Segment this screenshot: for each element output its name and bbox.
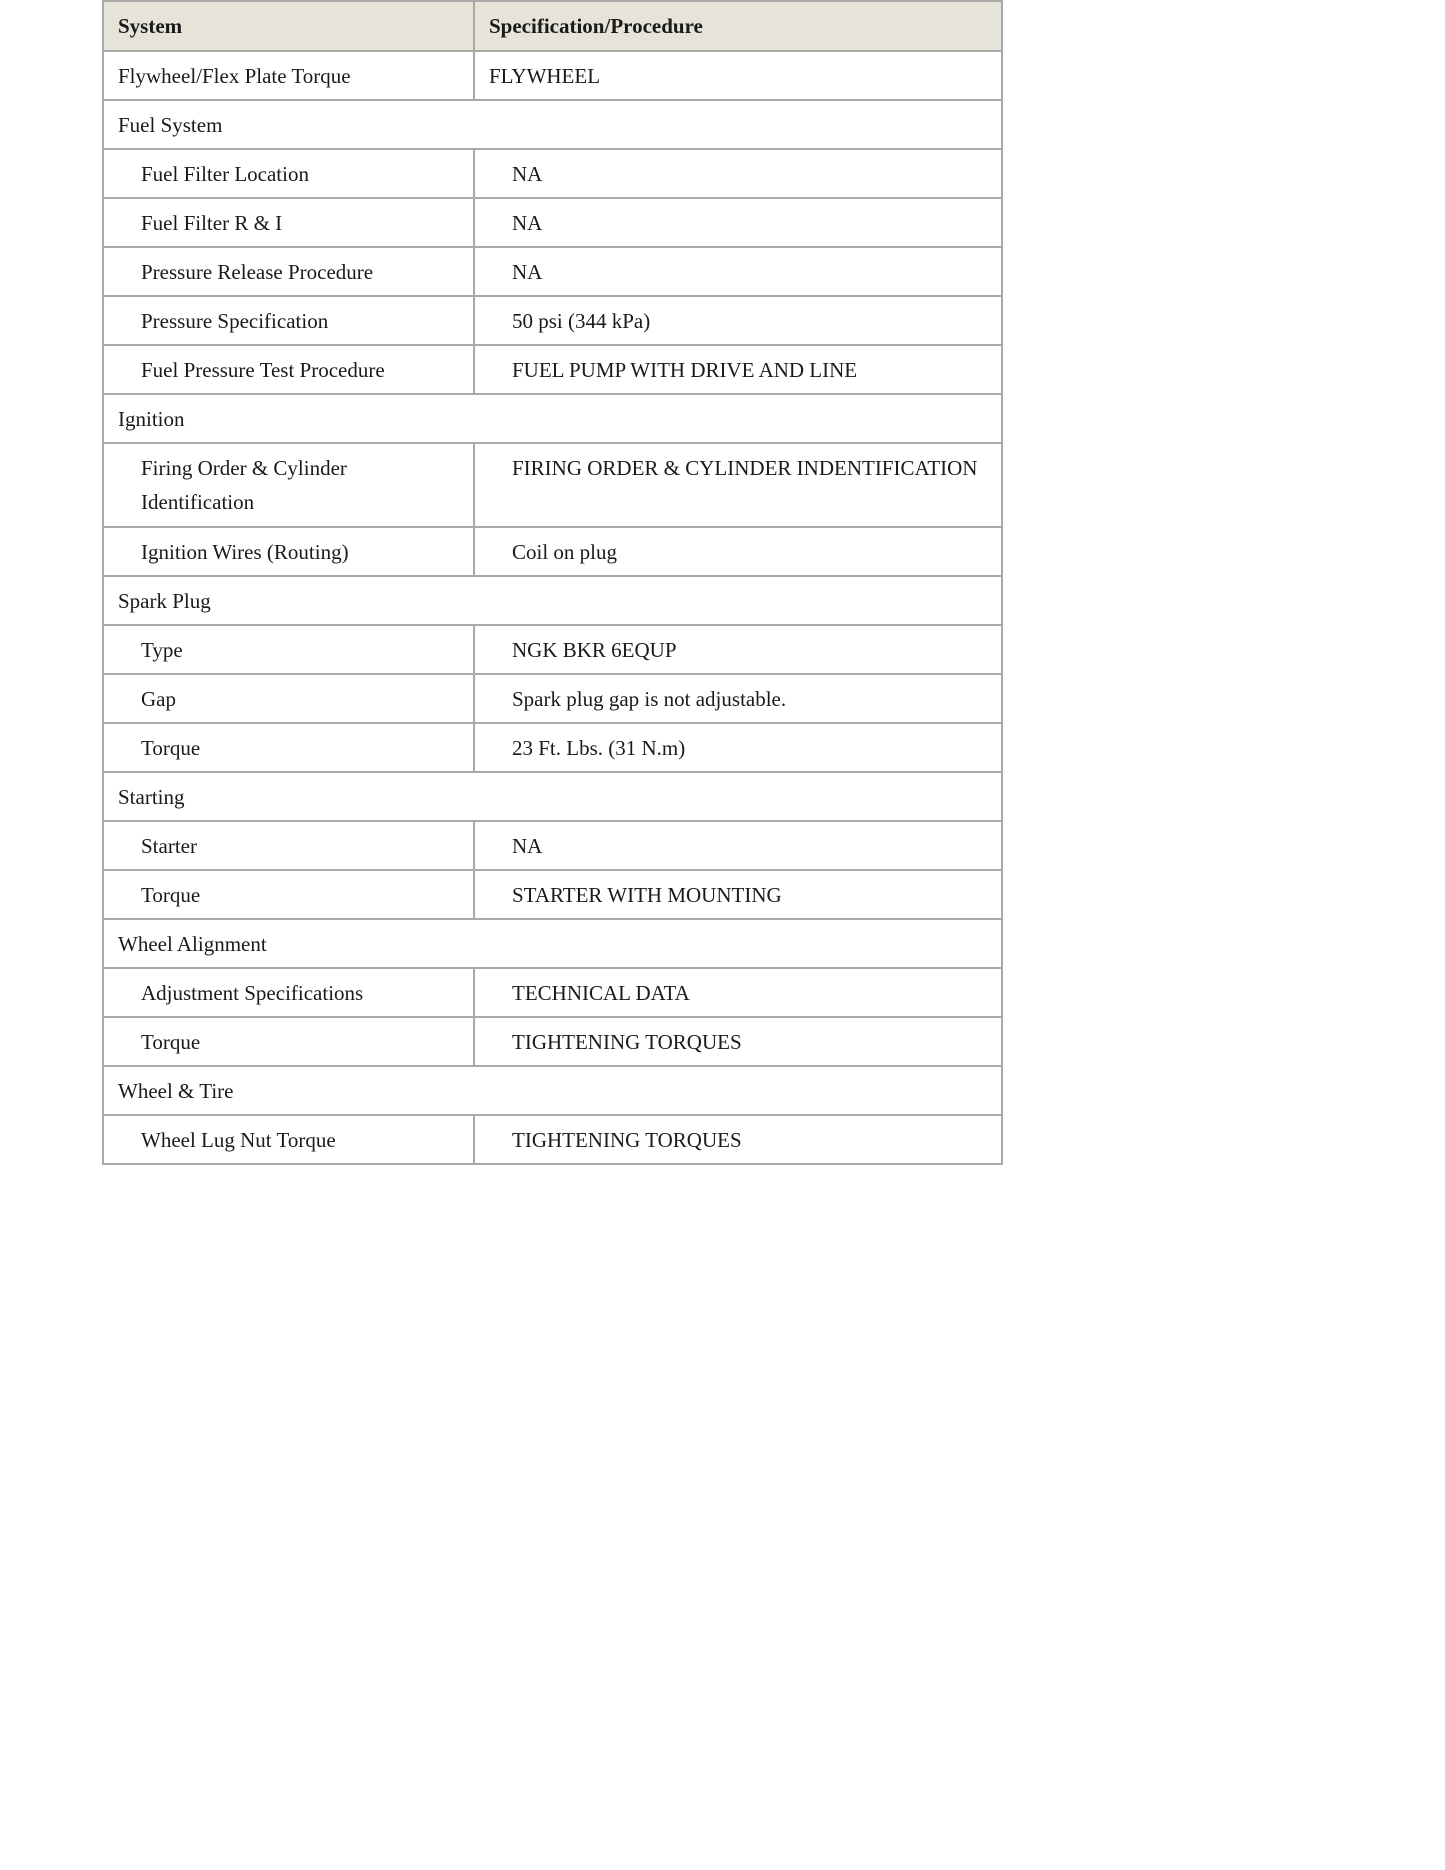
specification-cell: FIRING ORDER & CYLINDER INDENTIFICATION [474, 443, 1002, 527]
table-row [103, 821, 1002, 870]
system-cell: Wheel Lug Nut Torque [103, 1115, 474, 1164]
section-row [103, 1066, 1002, 1115]
specification-cell: 50 psi (344 kPa) [474, 296, 1002, 345]
section-label: Fuel System [103, 100, 1002, 149]
table-row [103, 674, 1002, 723]
system-cell: Fuel Filter R & I [103, 198, 474, 247]
specification-cell: NA [474, 821, 1002, 870]
table-row [103, 1017, 1002, 1066]
header-row [103, 1, 1002, 51]
system-cell: Ignition Wires (Routing) [103, 527, 474, 576]
system-cell: Fuel Pressure Test Procedure [103, 345, 474, 394]
section-row [103, 394, 1002, 443]
specification-cell: NA [474, 198, 1002, 247]
system-cell: Pressure Release Procedure [103, 247, 474, 296]
header-system: System [103, 1, 474, 51]
specification-cell: TIGHTENING TORQUES [474, 1115, 1002, 1164]
specification-cell: TECHNICAL DATA [474, 968, 1002, 1017]
section-label: Spark Plug [103, 576, 1002, 625]
section-label: Wheel Alignment [103, 919, 1002, 968]
specification-cell: STARTER WITH MOUNTING [474, 870, 1002, 919]
specification-cell: NA [474, 149, 1002, 198]
specification-cell: TIGHTENING TORQUES [474, 1017, 1002, 1066]
section-label: Ignition [103, 394, 1002, 443]
specification-cell: NGK BKR 6EQUP [474, 625, 1002, 674]
system-cell: Gap [103, 674, 474, 723]
specification-table [102, 0, 1003, 1165]
table-row [103, 247, 1002, 296]
section-row [103, 772, 1002, 821]
system-cell: Type [103, 625, 474, 674]
system-cell: Flywheel/Flex Plate Torque [103, 51, 474, 100]
table-row [103, 345, 1002, 394]
specification-cell: NA [474, 247, 1002, 296]
system-cell: Pressure Specification [103, 296, 474, 345]
table-row [103, 1115, 1002, 1164]
table-row [103, 443, 1002, 527]
table-row [103, 149, 1002, 198]
header-specification: Specification/Procedure [474, 1, 1002, 51]
specification-cell: Spark plug gap is not adjustable. [474, 674, 1002, 723]
table-row [103, 968, 1002, 1017]
table-header [103, 1, 1002, 51]
system-cell: Torque [103, 1017, 474, 1066]
table-row [103, 296, 1002, 345]
system-cell: Fuel Filter Location [103, 149, 474, 198]
table-row [103, 198, 1002, 247]
system-cell: Starter [103, 821, 474, 870]
specification-cell: 23 Ft. Lbs. (31 N.m) [474, 723, 1002, 772]
section-label: Wheel & Tire [103, 1066, 1002, 1115]
table-body [103, 51, 1002, 1164]
specification-cell: Coil on plug [474, 527, 1002, 576]
section-row [103, 100, 1002, 149]
specification-cell: FLYWHEEL [474, 51, 1002, 100]
section-label: Starting [103, 772, 1002, 821]
system-cell: Torque [103, 723, 474, 772]
system-cell: Adjustment Specifications [103, 968, 474, 1017]
section-row [103, 576, 1002, 625]
table-row [103, 527, 1002, 576]
table-row [103, 51, 1002, 100]
table-row [103, 625, 1002, 674]
table-row [103, 723, 1002, 772]
specification-cell: FUEL PUMP WITH DRIVE AND LINE [474, 345, 1002, 394]
system-cell: Firing Order & Cylinder Identification [103, 443, 474, 527]
table-row [103, 870, 1002, 919]
section-row [103, 919, 1002, 968]
system-cell: Torque [103, 870, 474, 919]
